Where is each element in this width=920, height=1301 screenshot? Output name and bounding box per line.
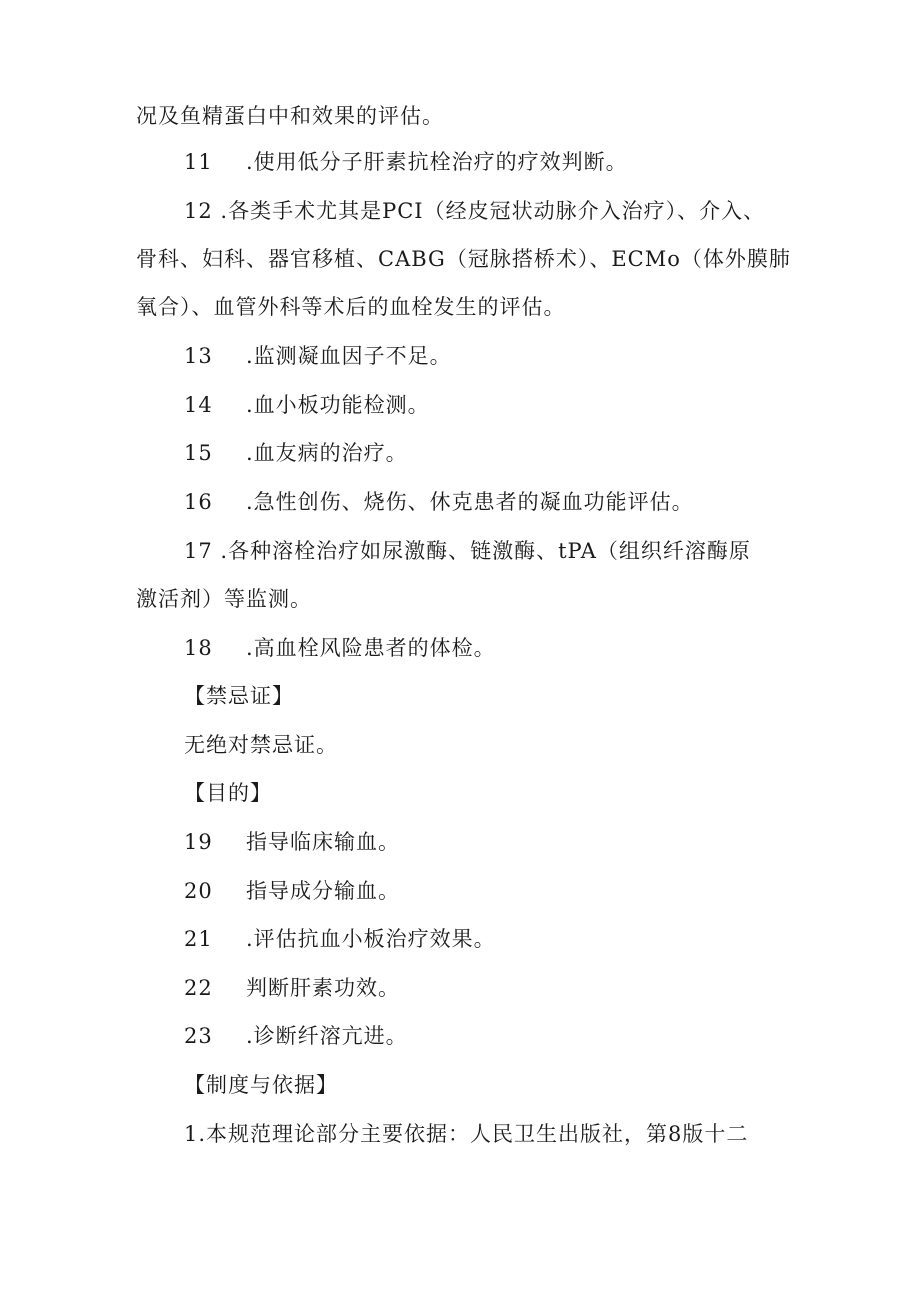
list-item-12	[184, 196, 765, 226]
list-item-14	[184, 390, 430, 420]
list-item-11	[184, 147, 628, 177]
item-number: 14	[184, 393, 213, 417]
item-text: 判断肝素功效。	[246, 976, 400, 1000]
list-item-23	[184, 1021, 408, 1051]
item-number: 11	[184, 150, 213, 174]
item-number: 21	[184, 927, 213, 951]
item-number: 23	[184, 1024, 213, 1048]
heading-text: 【目的】	[184, 781, 272, 805]
line-text: 激活剂）等监测。	[136, 587, 312, 611]
item-number: 20	[184, 879, 213, 903]
line-text: 1.本规范理论部分主要依据：人民卫生出版社，第8版十二	[184, 1122, 749, 1146]
item-number: 13	[184, 344, 213, 368]
item-text: .高血栓风险患者的体检。	[246, 636, 496, 660]
item-number: 18	[184, 636, 213, 660]
heading-text: 【禁忌证】	[184, 684, 294, 708]
list-item-21	[184, 924, 496, 954]
item-text: .使用低分子肝素抗栓治疗的疗效判断。	[246, 150, 628, 174]
line-text: 氧合）、血管外科等术后的血栓发生的评估。	[136, 295, 566, 319]
line-text: 况及鱼精蛋白中和效果的评估。	[136, 104, 444, 128]
item-text: .评估抗血小板治疗效果。	[246, 927, 496, 951]
heading-text: 【制度与依据】	[184, 1073, 338, 1097]
list-item-19	[184, 827, 400, 857]
item-text: .诊断纤溶亢进。	[246, 1024, 408, 1048]
item-text: .血友病的治疗。	[246, 441, 408, 465]
line-text: 无绝对禁忌证。	[184, 733, 338, 757]
list-item-15	[184, 438, 408, 468]
text-line-4	[136, 244, 791, 274]
text-line-11	[136, 584, 312, 614]
list-item-13	[184, 341, 452, 371]
section-heading-basis	[184, 1070, 338, 1100]
text-line-14	[184, 730, 338, 760]
text-line-1	[136, 101, 444, 131]
item-number: 15	[184, 441, 213, 465]
item-number: 19	[184, 830, 213, 854]
list-item-20	[184, 876, 400, 906]
list-item-18	[184, 633, 496, 663]
item-text: .监测凝血因子不足。	[246, 344, 452, 368]
item-text: 12 .各类手术尤其是PCI（经皮冠状动脉介入治疗）、介入、	[184, 199, 766, 223]
section-heading-contraindications	[184, 681, 294, 711]
item-number: 16	[184, 490, 213, 514]
list-item-22	[184, 973, 400, 1003]
item-text: 指导成分输血。	[246, 879, 400, 903]
section-heading-purpose	[184, 778, 272, 808]
line-text: 骨科、妇科、器官移植、CABG（冠脉搭桥术）、ECMo（体外膜肺	[136, 247, 791, 271]
text-line-5	[136, 292, 566, 322]
item-text: 指导临床输血。	[246, 830, 400, 854]
item-text: 17 .各种溶栓治疗如尿激酶、链激酶、tPA（组织纤溶酶原	[184, 539, 751, 563]
item-text: .急性创伤、烧伤、休克患者的凝血功能评估。	[246, 490, 694, 514]
item-text: .血小板功能检测。	[246, 393, 430, 417]
list-item-17	[184, 536, 751, 566]
text-line-22	[184, 1119, 748, 1149]
list-item-16	[184, 487, 694, 517]
item-number: 22	[184, 976, 213, 1000]
